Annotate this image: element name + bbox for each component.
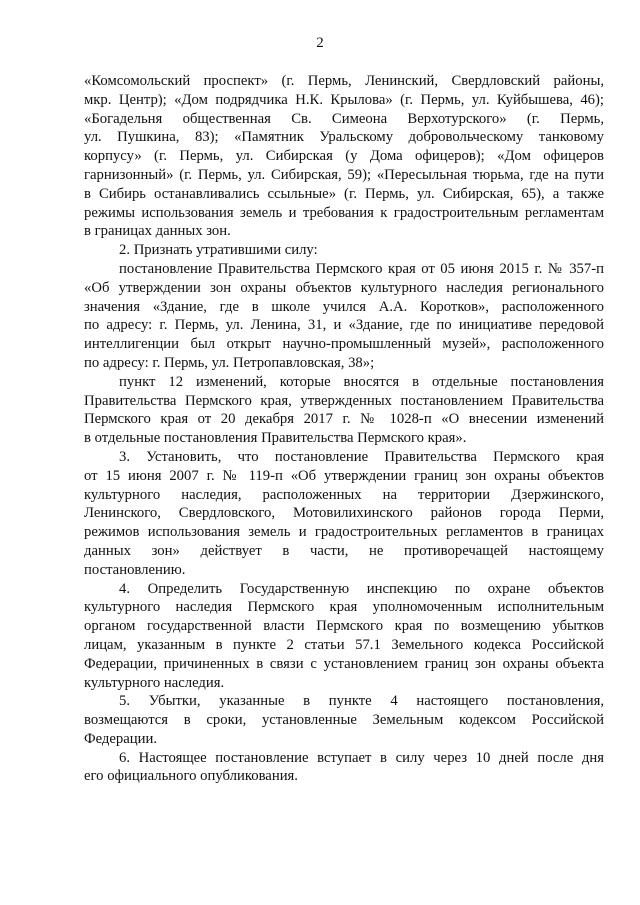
paragraph [84, 260, 604, 373]
text-line: по адресу: г. Пермь, ул. Петропавловская, 38»; [84, 354, 375, 371]
paragraph [84, 373, 604, 448]
paragraph [84, 72, 604, 241]
paragraph [84, 241, 604, 260]
text-line: его официального опубликования. [84, 768, 298, 785]
text-line: в границах данных зон. [84, 223, 231, 240]
text-line: гарнизонный» (г. Пермь, ул. Сибирская, 59); «Пересыльная тюрьма, где на пути [84, 166, 604, 183]
text-line: культурного наследия Пермского края уполномоченным исполнительным [84, 599, 604, 616]
text-line: культурного наследия, расположенных на территории Дзержинского, [84, 486, 604, 503]
paragraph [84, 580, 604, 693]
text-line: «Об утверждении зон охраны объектов культурного наследия регионального [84, 279, 604, 296]
text-line: постановлению. [84, 561, 186, 578]
paragraph [84, 749, 604, 787]
text-line: лицам, указанным в пункте 2 статьи 57.1 Земельного кодекса Российской [84, 636, 604, 653]
text-line: значения «Здание, где в школе учился А.А. Коротков», расположенного [84, 298, 604, 315]
document-body [84, 72, 604, 786]
text-line: «Богадельня общественная Св. Симеона Верхотурского» (г. Пермь, [84, 110, 604, 127]
text-line: Пермского края от 20 декабря 2017 г. № 1028-п «О внесении изменений [84, 411, 604, 428]
text-line: органом государственной власти Пермского края по возмещению убытков [84, 618, 604, 635]
text-line: 6. Настоящее постановление вступает в силу через 10 дней после дня [119, 749, 604, 766]
text-line: 2. Признать утратившими силу: [119, 242, 318, 259]
text-line: 3. Установить, что постановление Правительства Пермского края [119, 448, 604, 465]
text-line: мкр. Центр); «Дом подрядчика Н.К. Крылова» (г. Пермь, ул. Куйбышева, 46); [84, 91, 604, 108]
paragraph [84, 692, 604, 748]
text-line: 5. Убытки, указанные в пункте 4 настоящего постановления, [119, 693, 604, 710]
paragraph [84, 448, 604, 580]
text-line: культурного наследия. [84, 674, 225, 691]
text-line: 4. Определить Государственную инспекцию по охране объектов [119, 580, 604, 597]
text-line: Ленинского, Свердловского, Мотовилихинского районов города Перми, [84, 505, 604, 522]
text-line: корпусу» (г. Пермь, ул. Сибирская (у Дома офицеров); «Дом офицеров [84, 148, 604, 165]
text-line: интеллигенции был открыт научно-промышленный музей», расположенного [84, 336, 604, 353]
text-line: в Сибирь останавливались ссыльные» (г. Пермь, ул. Сибирская, 65), а также [84, 185, 604, 202]
text-line: возмещаются в сроки, установленные Земельным кодексом Российской [84, 712, 604, 729]
text-line: постановление Правительства Пермского края от 05 июня 2015 г. № 357-п [119, 260, 604, 277]
text-line: «Комсомольский проспект» (г. Пермь, Ленинский, Свердловский районы, [84, 73, 604, 89]
text-line: ул. Пушкина, 83); «Памятник Уральскому добровольческому танковому [84, 129, 604, 146]
text-line: пункт 12 изменений, которые вносятся в отдельные постановления [119, 373, 604, 390]
text-line: Федерации, причиненных в связи с установлением границ зон охраны объекта [84, 655, 604, 672]
text-line: Правительства Пермского края, утвержденных постановлением Правительства [84, 392, 604, 409]
text-line: режимы использования земель и требования к градостроительным регламентам [84, 204, 604, 221]
page-number: 2 [316, 35, 324, 51]
text-line: режимов использования земель и градостроительных регламентов в границах [84, 524, 604, 541]
text-line: данных зон» действует в части, не противоречащей настоящему [84, 542, 604, 559]
text-line: от 15 июня 2007 г. № 119-п «Об утверждении границ зон охраны объектов [84, 467, 604, 484]
text-line: Федерации. [84, 730, 158, 747]
text-line: по адресу: г. Пермь, ул. Ленина, 31, и «Здание, где по инициативе передовой [84, 317, 604, 334]
text-line: в отдельные постановления Правительства Пермского края». [84, 430, 467, 447]
